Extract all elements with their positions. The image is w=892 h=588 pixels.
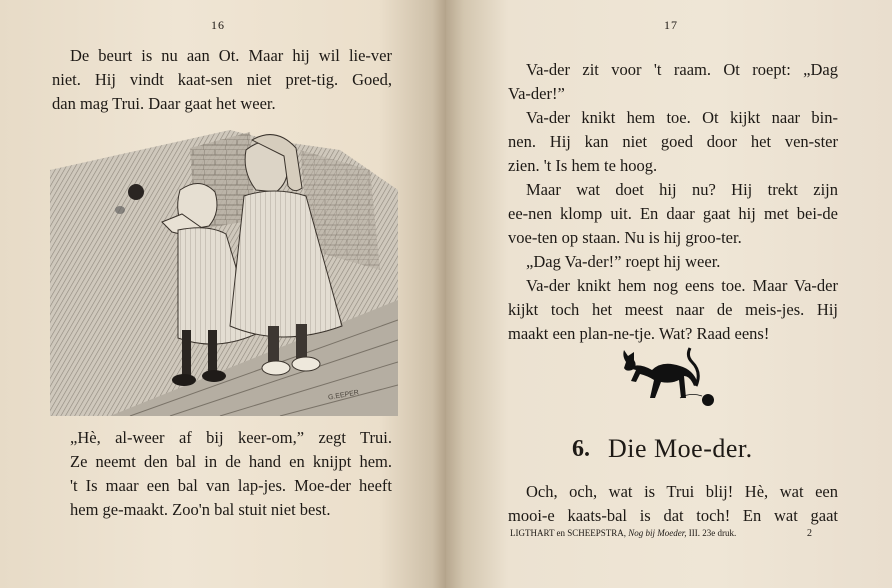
text-line: De beurt is nu aan Ot. Maar hij wil lie-ver <box>70 46 392 65</box>
text-line: maakt een plan-ne-tje. Wat? Raad eens! <box>508 324 770 343</box>
girls-playing-ball-illustration <box>50 130 398 416</box>
page-number-right: 17 <box>664 18 678 32</box>
text-line: Maar wat doet hij nu? Hij trekt zijn <box>526 180 838 199</box>
footer-edition: III. 23e druk. <box>688 528 737 538</box>
left-top-paragraph <box>52 44 392 116</box>
chapter-title: Die Moe-der. <box>608 434 753 463</box>
text-line: Ze neemt den bal in de hand en knijpt hem. <box>70 452 392 471</box>
chapter-heading <box>572 434 753 464</box>
text-line: ee-nen klomp uit. En daar gaat hij met bei-de <box>508 204 838 223</box>
text-line: Va-der knikt hem nog eens toe. Maar Va-der <box>526 276 838 295</box>
text-line: kijkt toch het meest naar de meis-jes. Hij <box>508 300 838 319</box>
page-number-left: 16 <box>211 18 225 32</box>
text-line: hem ge-maakt. Zoo'n bal stuit niet best. <box>70 500 331 519</box>
text-line: 't Is maar een bal van lap-jes. Moe-der heeft <box>70 476 392 495</box>
left-bottom-paragraph <box>52 426 392 522</box>
cat-with-yarn-illustration <box>612 346 722 410</box>
text-line: voe-ten op staan. Nu is hij groo-ter. <box>508 228 742 247</box>
footer-signature-mark: 2 <box>807 528 812 539</box>
text-line: Va-der zit voor 't raam. Ot roept: „Dag <box>526 60 838 79</box>
text-line: mooi-e kaats-bal is dat toch! En wat gaat <box>508 506 838 525</box>
right-paragraphs <box>508 58 838 346</box>
text-line: Va-der!” <box>508 84 565 103</box>
page-footer <box>510 528 820 538</box>
text-line: Va-der knikt hem toe. Ot kijkt naar bin- <box>526 108 838 127</box>
text-line: dan mag Trui. Daar gaat het weer. <box>52 94 276 113</box>
text-line: zien. 't Is hem te hoog. <box>508 156 658 175</box>
chapter-text <box>508 480 838 528</box>
illustration-signature: G.EEPER <box>327 389 360 402</box>
text-line: „Dag Va-der!” roept hij weer. <box>526 252 721 271</box>
text-line: nen. Hij kan niet goed door het ven-ster <box>508 132 838 151</box>
footer-book-title: Nog bij Moeder, <box>628 528 687 538</box>
text-line: niet. Hij vindt kaat-sen niet pret-tig. Goed, <box>52 70 392 89</box>
footer-publisher: LIGTHART en SCHEEPSTRA, <box>510 528 627 538</box>
text-line: Och, och, wat is Trui blij! Hè, wat een <box>526 482 838 501</box>
text-line: „Hè, al-weer af bij keer-om,” zegt Trui. <box>70 428 392 447</box>
chapter-number: 6. <box>572 435 590 462</box>
